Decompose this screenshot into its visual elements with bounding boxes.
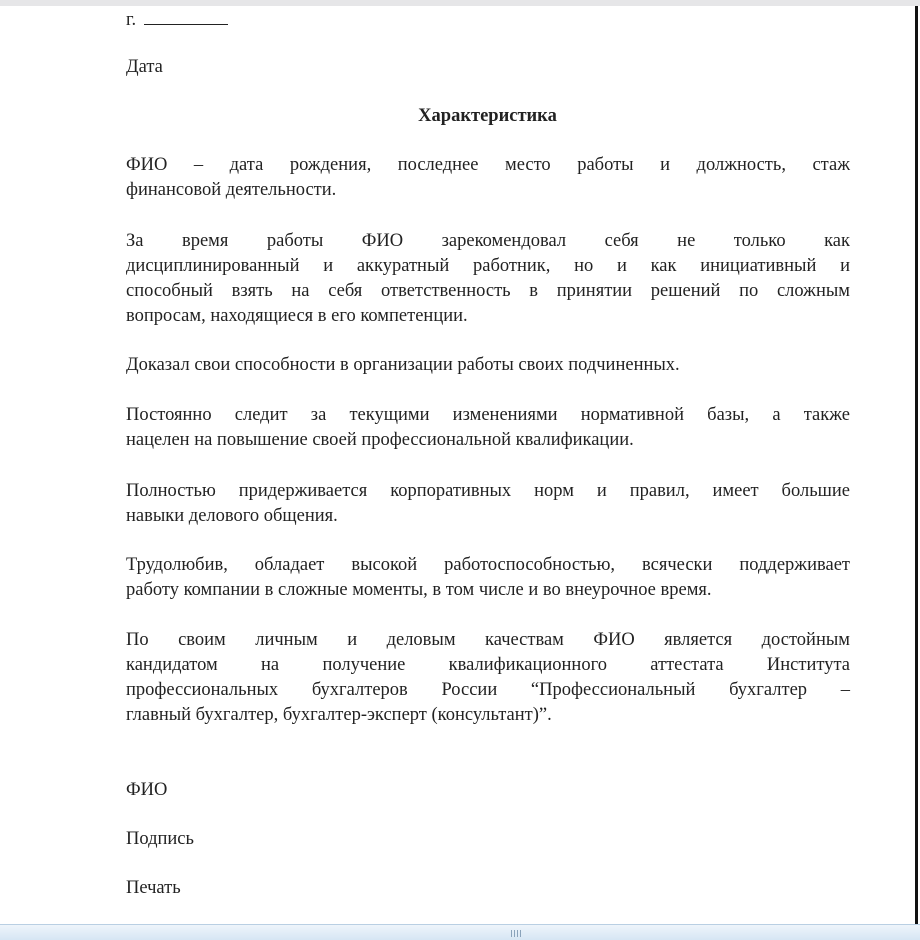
signature-stamp-label: Печать <box>126 878 181 898</box>
paragraph-line: По своим личным и деловым качествам ФИО является достойным <box>126 630 850 650</box>
paragraph-line: навыки делового общения. <box>126 506 338 526</box>
paragraph-line: Доказал свои способности в организации работы своих подчиненных. <box>126 355 680 375</box>
paragraph-line: Постоянно следит за текущими изменениями нормативной базы, а также <box>126 405 850 425</box>
city-label: г. <box>126 10 137 30</box>
signature-sign-label: Подпись <box>126 829 194 849</box>
window-top-border <box>0 0 920 6</box>
signature-name-label: ФИО <box>126 780 168 800</box>
city-blank-field <box>144 10 228 25</box>
paragraph-line: нацелен на повышение своей профессиональной квалификации. <box>126 430 634 450</box>
paragraph-line: способный взять на себя ответственность в принятии решений по сложным <box>126 281 850 301</box>
paragraph-line: главный бухгалтер, бухгалтер-эксперт (консультант)”. <box>126 705 552 725</box>
paragraph-line: кандидатом на получение квалификационного аттестата Института <box>126 655 850 675</box>
paragraph-line: ФИО – дата рождения, последнее место работы и должность, стаж <box>126 155 850 175</box>
horizontal-scrollbar[interactable] <box>0 924 920 940</box>
paragraph-line: вопросам, находящиеся в его компетенции. <box>126 306 468 326</box>
paragraph-line: финансовой деятельности. <box>126 180 337 200</box>
document-title: Характеристика <box>418 106 557 126</box>
paragraph-line: дисциплинированный и аккуратный работник, но и как инициативный и <box>126 256 850 276</box>
date-label: Дата <box>126 57 163 77</box>
paragraph-line: работу компании в сложные моменты, в том числе и во внеурочное время. <box>126 580 712 600</box>
paragraph-line: профессиональных бухгалтеров России “Профессиональный бухгалтер – <box>126 680 850 700</box>
scrollbar-grip-icon[interactable] <box>511 930 521 937</box>
paragraph-line: Трудолюбив, обладает высокой работоспособностью, всячески поддерживает <box>126 555 850 575</box>
paragraph-line: За время работы ФИО зарекомендовал себя не только как <box>126 231 850 251</box>
paragraph-line: Полностью придерживается корпоративных норм и правил, имеет большие <box>126 481 850 501</box>
page-right-edge <box>915 6 918 924</box>
city-line <box>126 8 850 32</box>
